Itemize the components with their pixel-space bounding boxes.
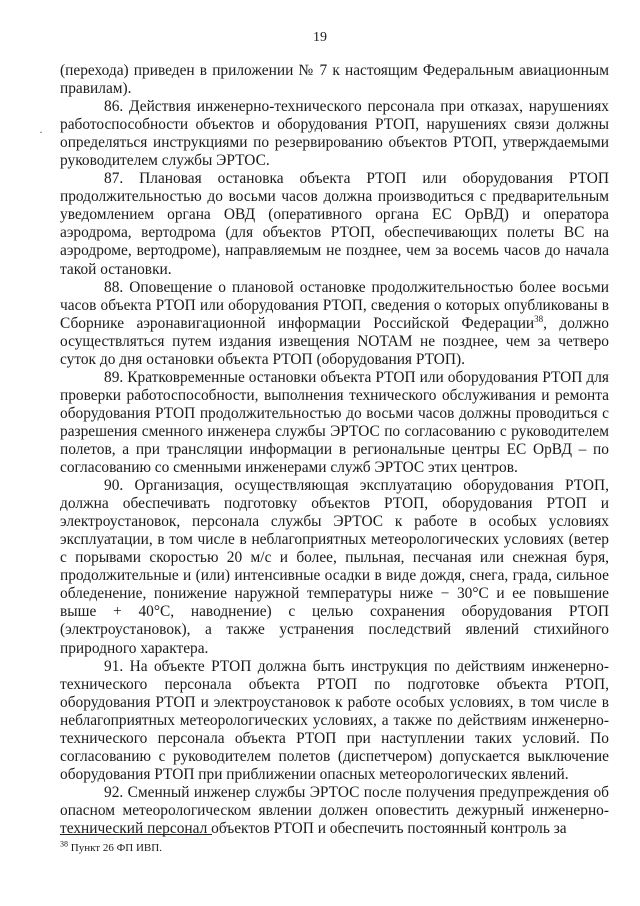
footnote-divider [60, 834, 212, 835]
paragraph-88 [60, 279, 609, 369]
footnote-reference[interactable]: 38 [534, 313, 544, 324]
paragraph-88-text-before: 88. Оповещение о плановой остановке продолжительностью более восьми часов объекта РТОП или оборудования РТОП, сведения о которых опубликованы в Сборнике аэронавигационной информации Российской Федерации [60, 278, 609, 332]
body-text [60, 62, 609, 838]
paragraph-90: 90. Организация, осуществляющая эксплуатацию оборудования РТОП, должна обеспечивать подготовку объектов РТОП, оборудования РТОП и электроустановок, персонала службы ЭРТОС к работе в особых условиях эксплуатации, в том числе в неблагоприятных метеорологических условиях (ветер с порывами скоростью 20 м/с и более, пыльная, песчаная или снежная буря, продолжительные и (или) интенсивные осадки в виде дождя, снега, града, сильное обледенение, понижение наружной температуры ниже − 30°С и ее повышение выше + 40°С, наводнение) с целью сохранения оборудования РТОП (электроустановок), а также устранения последствий явлений стихийного природного характера. [60, 477, 609, 657]
paragraph-91: 91. На объекте РТОП должна быть инструкция по действиям инженерно-технического персонала объекта РТОП по подготовке объекта РТОП, оборудования РТОП и электроустановок к работе особых условиях, в том числе в неблагоприятных метеорологических условиях, а также по действиям инженерно-технического персонала объекта РТОП при наступлении таких условий. По согласованию с руководителем полетов (диспетчером) допускается выключение оборудования РТОП при приближении опасных метеорологических явлений. [60, 657, 609, 783]
paragraph-89: 89. Кратковременные остановки объекта РТОП или оборудования РТОП для проверки работоспособности, выполнения технического обслуживания и ремонта оборудования РТОП продолжительностью до восьми часов должны проводиться с разрешения сменного инженера службы ЭРТОС по согласованию с руководителем полетов, а при трансляции информации в региональные центры ЕС ОрВД – по согласованию со сменными инженерами служб ЭРТОС этих центров. [60, 368, 609, 477]
paragraph-continuation: (перехода) приведен в приложении № 7 к настоящим Федеральным авиационным правилам). [60, 62, 609, 98]
paragraph-86: 86. Действия инженерно-технического персонала при отказах, нарушениях работоспособности объектов и оборудования РТОП, нарушениях связи должны определяться инструкциями по резервированию объектов РТОП, утверждаемыми руководителем службы ЭРТОС. [60, 98, 609, 170]
page-number: 19 [313, 30, 327, 45]
margin-mark: · [39, 125, 43, 139]
paragraph-87: 87. Плановая остановка объекта РТОП или оборудования РТОП продолжительностью до восьми часов должна производиться с предварительным уведомлением органа ОВД (оперативного органа ЕС ОрВД) и оператора аэродрома, вертодрома (для объектов РТОП, обеспечивающих полеты ВС на аэродроме, вертодроме), направляемым не позднее, чем за восемь часов до начала такой остановки. [60, 170, 609, 278]
footnote-number: 38 [60, 839, 68, 849]
footnote-text: Пункт 26 ФП ИВП. [68, 842, 162, 854]
paragraph-88-text-after: , должно осуществляться путем издания извещения NOTAM не позднее, чем за четверо суток до дня остановки объекта РТОП (оборудования РТОП). [60, 314, 610, 368]
footnote [60, 839, 162, 854]
paragraph-92: 92. Сменный инженер службы ЭРТОС после получения предупреждения об опасном метеорологическом явлении должен оповестить дежурный инженерно-технический персонал объектов РТОП и обеспечить постоянный контроль за [60, 783, 609, 837]
